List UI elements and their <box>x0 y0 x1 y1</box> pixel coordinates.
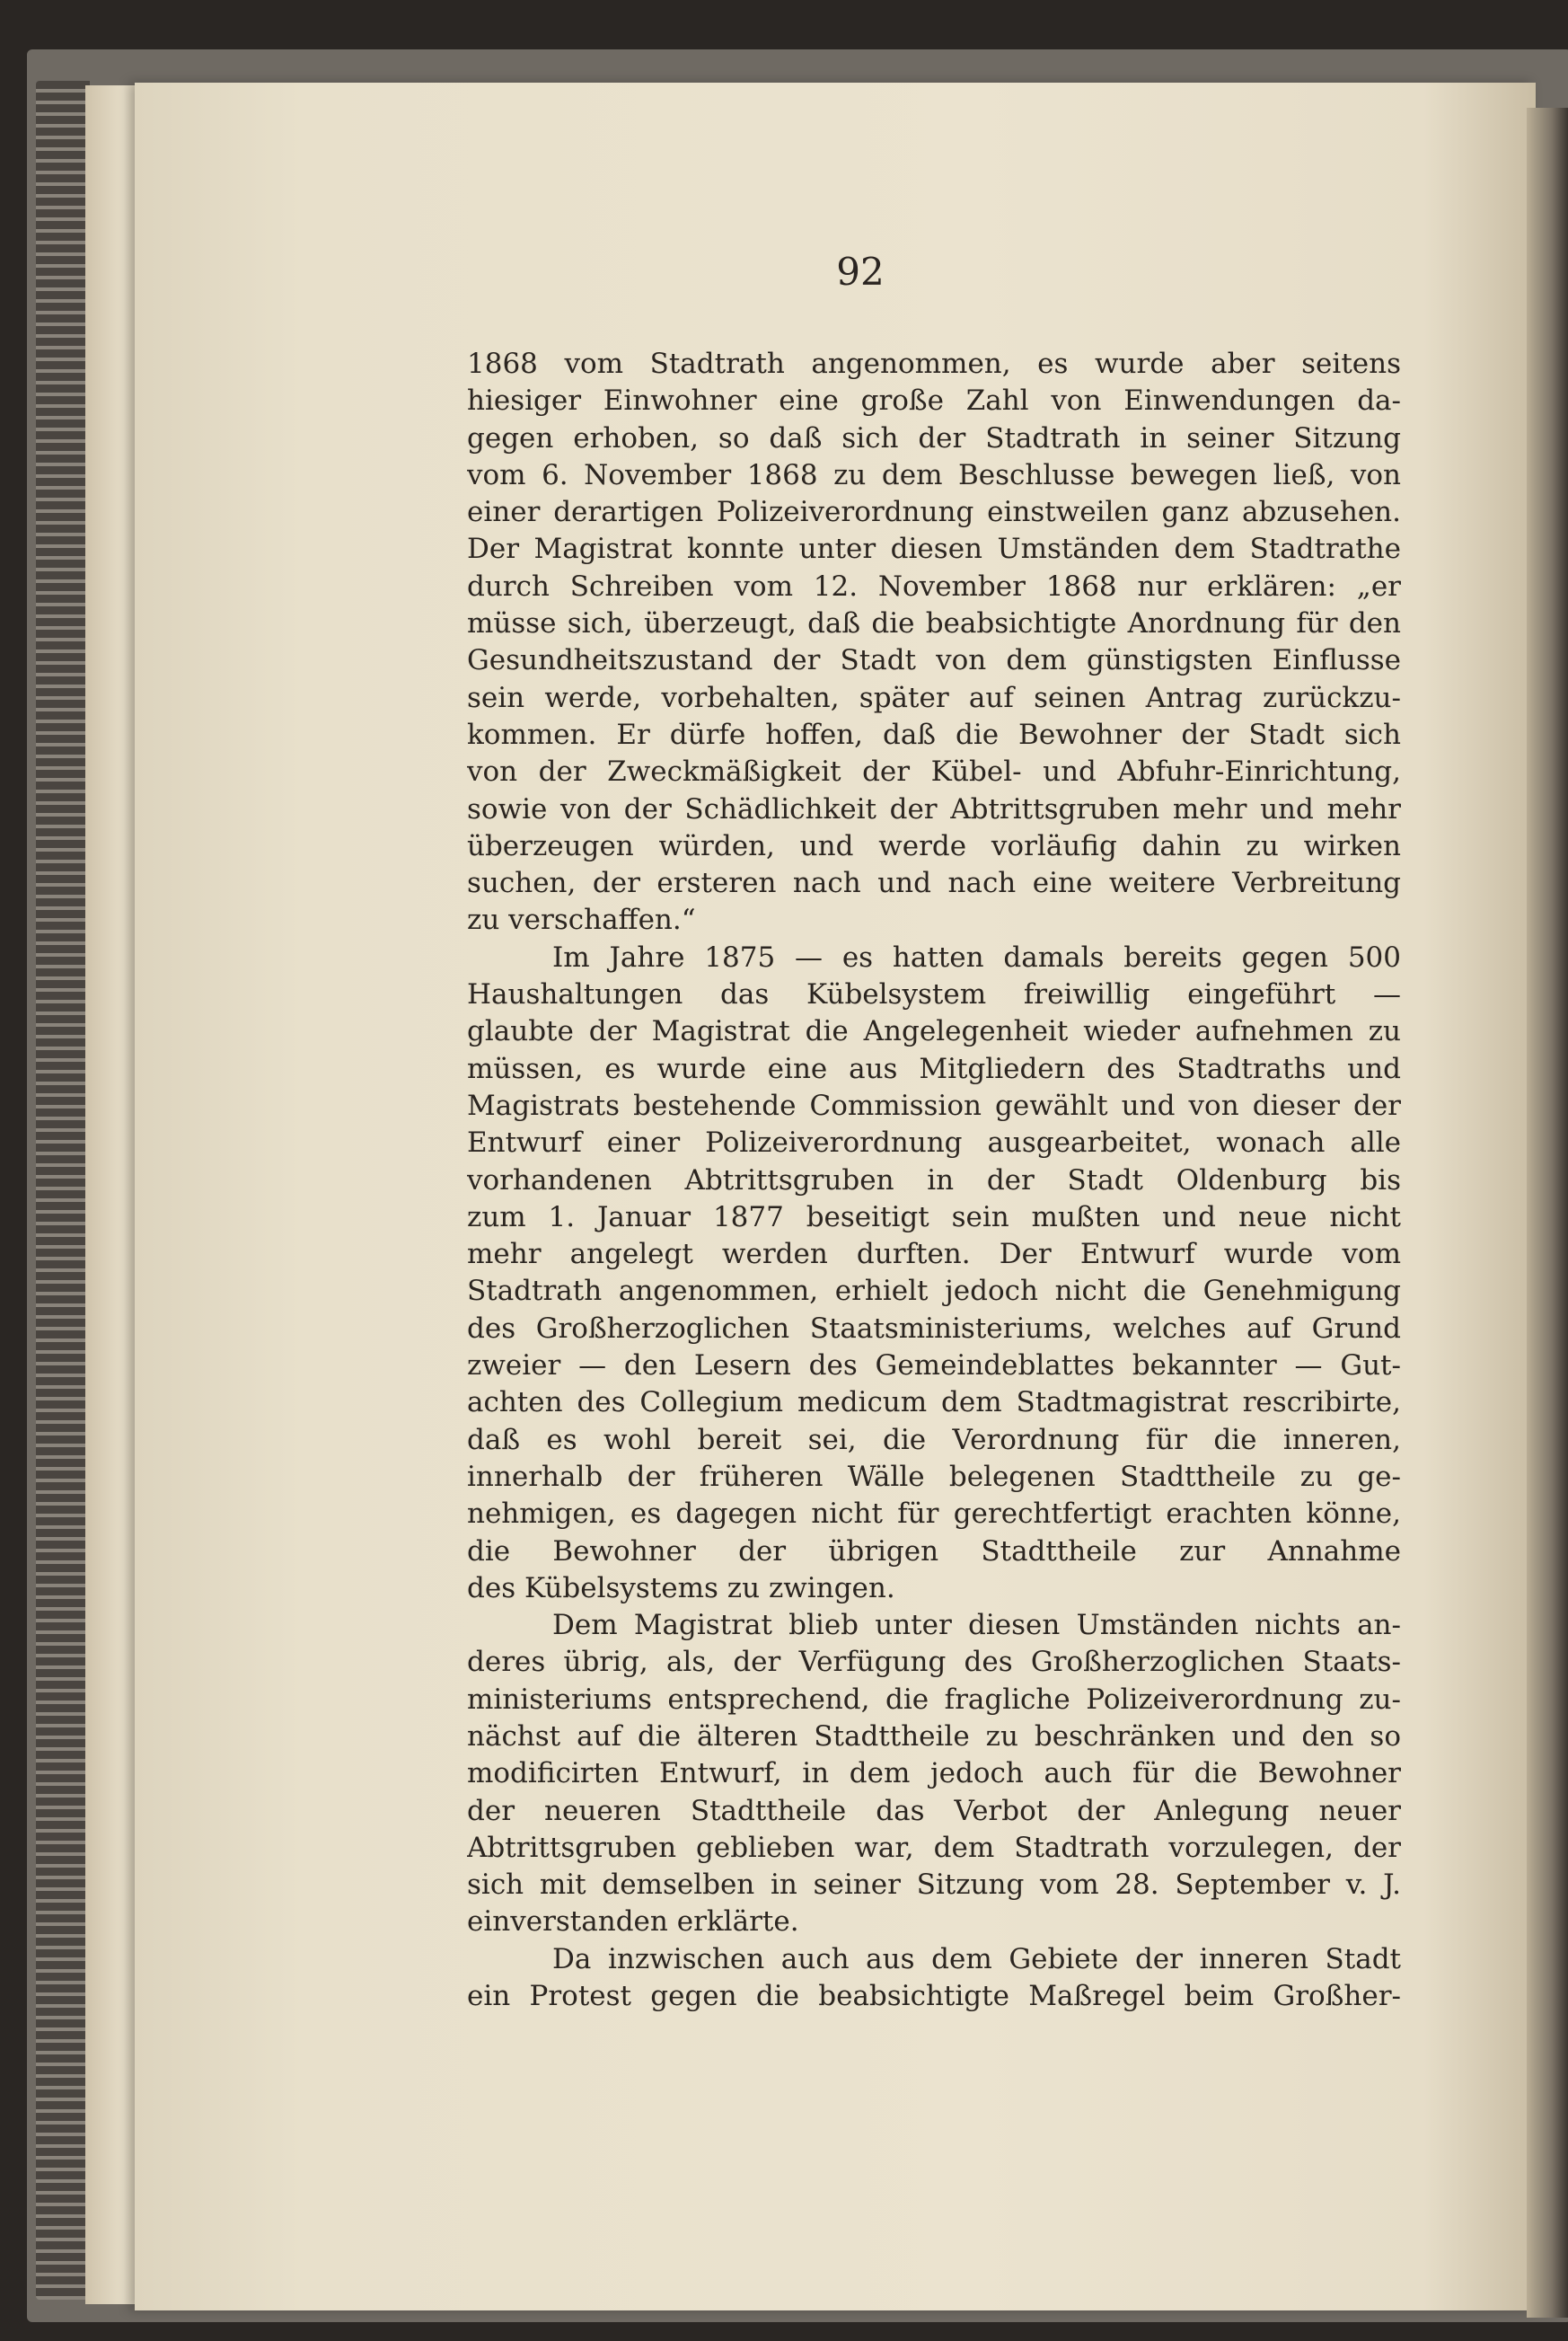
text-line: durch Schreiben vom 12. November 1868 nur erklären: „er <box>467 570 1401 603</box>
text-line: nehmigen, es dagegen nicht für gerechtfertigt erachten könne, <box>467 1497 1401 1531</box>
body-text <box>467 346 1401 2015</box>
text-line: glaubte der Magistrat die Angelegenheit wieder aufnehmen zu <box>467 1015 1401 1048</box>
book-spine-edge <box>36 81 90 2300</box>
text-line: Da inzwischen auch aus dem Gebiete der inneren Stadt <box>552 1942 1401 1975</box>
text-line: gegen erhoben, so daß sich der Stadtrath in seiner Sitzung <box>467 421 1401 455</box>
text-line: hiesiger Einwohner eine große Zahl von Einwendungen da- <box>467 384 1401 418</box>
text-line: nächst auf die älteren Stadttheile zu beschränken und den so <box>467 1719 1401 1753</box>
text-line: deres übrig, als, der Verfügung des Großherzoglichen Staats- <box>467 1646 1401 1679</box>
text-line: zum 1. Januar 1877 beseitigt sein mußten und neue nicht <box>467 1200 1401 1233</box>
text-line: vom 6. November 1868 zu dem Beschlusse bewegen ließ, von <box>467 458 1401 491</box>
text-line: Dem Magistrat blieb unter diesen Umständen nichts an- <box>552 1609 1401 1642</box>
text-line: des Großherzoglichen Staatsministeriums, welches auf Grund <box>467 1312 1401 1345</box>
page-number: 92 <box>836 250 885 294</box>
text-line: daß es wohl bereit sei, die Verordnung für die inneren, <box>467 1423 1401 1456</box>
text-line: zu verschaffen.“ <box>467 904 696 937</box>
text-line: zweier — den Lesern des Gemeindeblattes bekannter — Gut- <box>467 1349 1401 1383</box>
text-line: 1868 vom Stadtrath angenommen, es wurde aber seitens <box>467 348 1401 380</box>
text-line: Haushaltungen das Kübelsystem freiwillig eingeführt — <box>467 978 1401 1011</box>
text-line: innerhalb der früheren Wälle belegenen Stadttheile zu ge- <box>467 1460 1401 1493</box>
text-line: müssen, es wurde eine aus Mitgliedern des Stadtraths und <box>467 1052 1401 1085</box>
text-line: Abtrittsgruben geblieben war, dem Stadtrath vorzulegen, der <box>467 1831 1401 1864</box>
text-line: Magistrats bestehende Commission gewählt und von dieser der <box>467 1089 1401 1122</box>
text-line: die Bewohner der übrigen Stadttheile zur Annahme <box>467 1534 1401 1568</box>
text-line: mehr angelegt werden durften. Der Entwurf wurde vom <box>467 1238 1401 1271</box>
text-line: ein Protest gegen die beabsichtigte Maßregel beim Großher- <box>467 1980 1401 2013</box>
text-line: Der Magistrat konnte unter diesen Umständen dem Stadtrathe <box>467 533 1401 566</box>
page-gutter <box>1527 108 1568 2318</box>
text-line: von der Zweckmäßigkeit der Kübel- und Abfuhr-Einrichtung, <box>467 755 1401 789</box>
text-line: vorhandenen Abtrittsgruben in der Stadt Oldenburg bis <box>467 1163 1401 1197</box>
text-line: überzeugen würden, und werde vorläufig dahin zu wirken <box>467 829 1401 862</box>
text-line: ministeriums entsprechend, die fragliche Polizeiverordnung zu- <box>467 1683 1401 1716</box>
text-line: sein werde, vorbehalten, später auf seinen Antrag zurückzu- <box>467 681 1401 714</box>
text-line: Gesundheitszustand der Stadt von dem günstigsten Einflusse <box>467 644 1401 677</box>
text-line: müsse sich, überzeugt, daß die beabsichtigte Anordnung für den <box>467 607 1401 640</box>
text-line: achten des Collegium medicum dem Stadtmagistrat rescribirte, <box>467 1386 1401 1419</box>
text-line: sowie von der Schädlichkeit der Abtrittsgruben mehr und mehr <box>467 792 1401 826</box>
text-line: der neueren Stadttheile das Verbot der Anlegung neuer <box>467 1794 1401 1827</box>
text-line: Entwurf einer Polizeiverordnung ausgearbeitet, wonach alle <box>467 1126 1401 1160</box>
text-line: suchen, der ersteren nach und nach eine weitere Verbreitung <box>467 867 1401 900</box>
text-line: kommen. Er dürfe hoffen, daß die Bewohner der Stadt sich <box>467 718 1401 751</box>
text-line: Stadtrath angenommen, erhielt jedoch nicht die Genehmigung <box>467 1275 1401 1308</box>
text-line: Im Jahre 1875 — es hatten damals bereits gegen 500 <box>552 941 1401 974</box>
text-line: des Kübelsystems zu zwingen. <box>467 1571 895 1604</box>
text-line: einverstanden erklärte. <box>467 1905 799 1939</box>
text-line: modificirten Entwurf, in dem jedoch auch für die Bewohner <box>467 1757 1401 1790</box>
text-line: einer derartigen Polizeiverordnung einstweilen ganz abzusehen. <box>467 496 1401 529</box>
text-line: sich mit demselben in seiner Sitzung vom 28. September v. J. <box>467 1868 1401 1902</box>
